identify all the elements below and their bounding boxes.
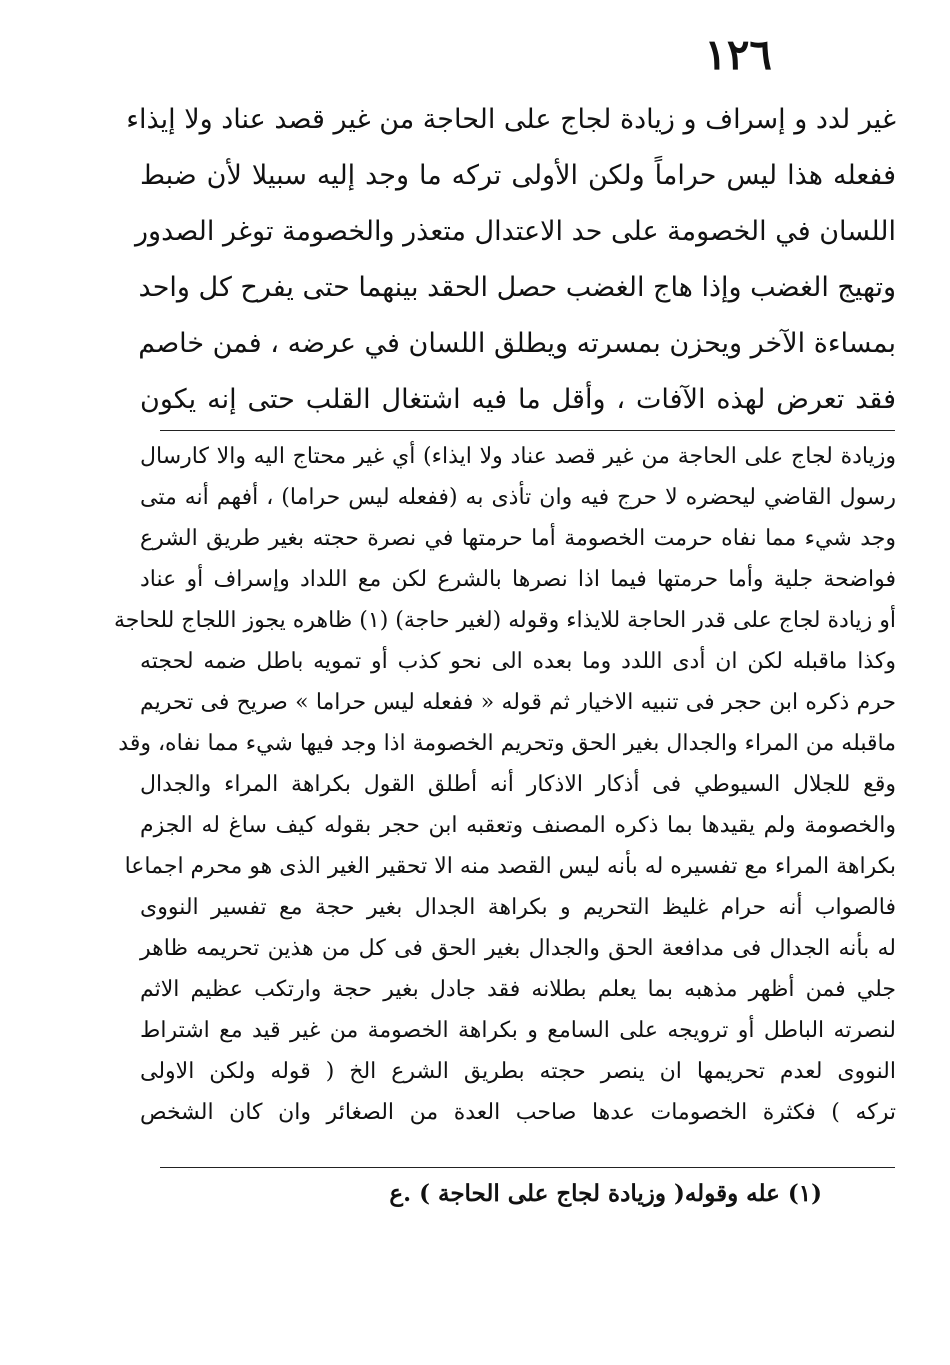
main-text-block [126,92,896,428]
commentary-line: والخصومة ولم يقيدها بما ذكره المصنف وتعقبه ابن حجر بقوله كيف ساغ له الجزم [140,813,896,838]
main-text-line: بمساءة الآخر ويحزن بمسرته ويطلق اللسان في عرضه ، فمن خاصم [138,328,896,359]
commentary-line: النووى لعدم تحريمها ان ينصر حجته بطريق الشرع الخ ( قوله ولكن الاولى [140,1059,896,1084]
commentary-line: حرم ذكره ابن حجر فى تنبيه الاخيار ثم قوله « ففعله ليس حراما » صريح فى تحريم [140,690,896,715]
commentary-line: فالصواب أنه حرام غليظ التحريم و بكراهة الجدال بغير حجة مع تفسير النووى [140,895,896,920]
commentary-line: له بأنه الجدال فى مدافعة الحق والجدال بغير الحق فى كل من هذين تحريمه ظاهر [140,936,896,961]
main-text-line: وتهيج الغضب وإذا هاج الغضب حصل الحقد بينهما حتى يفرح كل واحد [138,272,896,303]
separator-line-top [160,430,895,431]
main-text-line: اللسان في الخصومة على حد الاعتدال متعذر والخصومة توغر الصدور [135,216,896,247]
commentary-line: جلي فمن أظهر مذهبه بما يعلم بطلانه فقد جادل بغير حجة وارتكب عظيم الاثم [140,977,896,1002]
commentary-line: فواضحة جلية وأما حرمتها فيما اذا نصرها بالشرع لكن مع اللداد وإسراف أو عناد [140,567,896,592]
footnote: (١) عله وقوله( وزيادة لجاج على الحاجة ) .ع [389,1180,822,1207]
separator-line-bottom [160,1167,895,1168]
page-number: ١٢٦ [704,30,772,79]
commentary-line: رسول القاضي ليحضره لا حرج فيه وان تأذى به (ففعله ليس حراما) ، أفهم أنه متى [140,485,896,510]
commentary-line: أو زيادة لجاج على قدر الحاجة للايذاء وقوله (لغير حاجة) (١) ظاهره يجوز اللجاج للحاجة [114,608,896,633]
commentary-block [114,436,896,1133]
commentary-line: ماقبله من المراء والجدال بغير الحق وتحريم الخصومة اذا وجد فيها شيء مما نفاه، وقد [118,731,896,756]
commentary-line: وكذا ماقبله لكن ان أدى اللدد وما بعده الى نحو كذب أو تمويه باطل ضمه لحجته [140,649,896,674]
main-text-line: غير لدد و إسراف و زيادة لجاج على الحاجة من غير قصد عناد ولا إيذاء [126,104,896,135]
commentary-line: وقع للجلال السيوطي فى أذكار الاذكار أنه أطلق القول بكراهة المراء والجدال [140,772,896,797]
commentary-line: تركه ) فكثرة الخصومات عدها صاحب العدة من الصغائر وان كان الشخص [140,1100,896,1125]
commentary-line: وجد شيء مما نفاه حرمت الخصومة أما حرمتها في نصرة حجته بغير طريق الشرع [140,526,896,551]
commentary-line: وزيادة لجاج على الحاجة من غير قصد عناد ولا ايذاء) أي غير محتاج اليه والا كارسال [140,444,896,469]
main-text-line: فقد تعرض لهذه الآفات ، وأقل ما فيه اشتغال القلب حتى إنه يكون [140,384,896,415]
commentary-line: لنصرته الباطل أو ترويجه على السامع و بكراهة الخصومة من غير قيد مع اشتراط [140,1018,896,1043]
main-text-line: ففعله هذا ليس حراماً ولكن الأولى تركه ما وجد إليه سبيلا لأن ضبط [140,160,896,191]
commentary-line: بكراهة المراء مع تفسيره له بأنه ليس القصد منه الا تحقير الغير الذى هو محرم اجماعا [124,854,896,879]
